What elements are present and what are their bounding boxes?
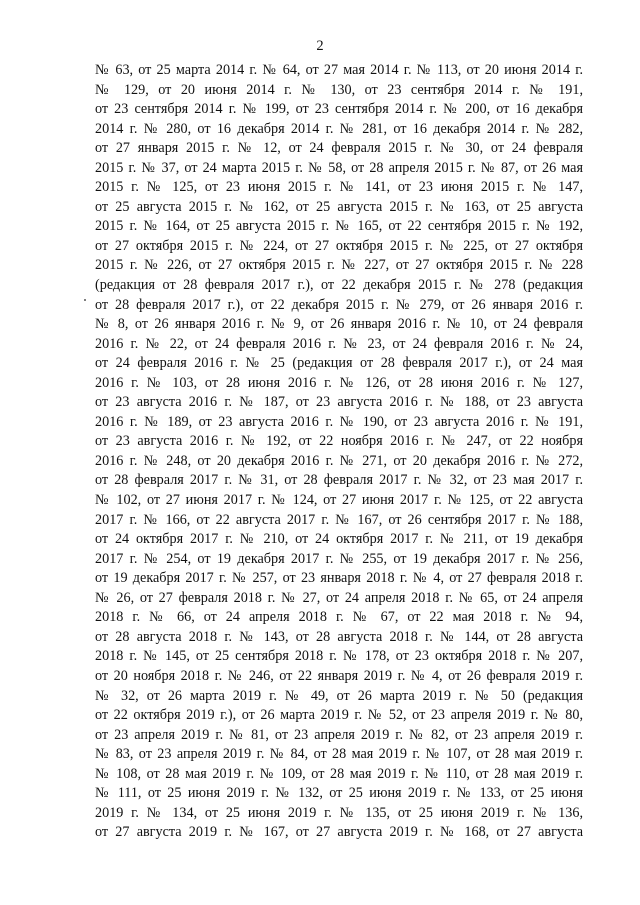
text-line: от 24 октября 2017 г. № 210, от 24 октября 2017 г. № 211, от 19 декабря	[95, 531, 583, 548]
text-line: от 27 января 2015 г. № 12, от 24 февраля 2015 г. № 30, от 24 февраля	[95, 140, 583, 157]
text-line: 2017 г. № 166, от 22 августа 2017 г. № 167, от 26 сентября 2017 г. № 188,	[95, 511, 583, 528]
text-line: № 129, от 20 июня 2014 г. № 130, от 23 сентября 2014 г. № 191,	[95, 81, 583, 98]
text-line: 2015 г. № 37, от 24 марта 2015 г. № 58, от 28 апреля 2015 г. № 87, от 26 мая	[95, 159, 583, 176]
text-line: № 111, от 25 июня 2019 г. № 132, от 25 июня 2019 г. № 133, от 25 июня	[95, 785, 583, 802]
text-line: от 28 февраля 2017 г. № 31, от 28 февраля 2017 г. № 32, от 23 мая 2017 г.	[95, 472, 583, 489]
text-line: № 83, от 23 апреля 2019 г. № 84, от 28 мая 2019 г. № 107, от 28 мая 2019 г.	[95, 746, 583, 763]
text-line: 2016 г. № 189, от 23 августа 2016 г. № 190, от 23 августа 2016 г. № 191,	[95, 413, 583, 430]
text-line: 2016 г. № 103, от 28 июня 2016 г. № 126, от 28 июня 2016 г. № 127,	[95, 374, 583, 391]
text-line: от 23 апреля 2019 г. № 81, от 23 апреля 2019 г. № 82, от 23 апреля 2019 г.	[95, 726, 583, 743]
text-line: 2018 г. № 145, от 25 сентября 2018 г. № 178, от 23 октября 2018 г. № 207,	[95, 648, 583, 665]
text-line: № 32, от 26 марта 2019 г. № 49, от 26 марта 2019 г. № 50 (редакция	[95, 687, 583, 704]
text-line: от 27 августа 2019 г. № 167, от 27 августа 2019 г. № 168, от 27 августа	[95, 824, 583, 841]
text-line: от 23 августа 2016 г. № 192, от 22 ноября 2016 г. № 247, от 22 ноября	[95, 433, 583, 450]
text-line: (редакция от 28 февраля 2017 г.), от 22 декабря 2015 г. № 278 (редакция	[95, 277, 583, 294]
text-line: от 23 сентября 2014 г. № 199, от 23 сентября 2014 г. № 200, от 16 декабря	[95, 101, 583, 118]
text-line: 2019 г. № 134, от 25 июня 2019 г. № 135, от 25 июня 2019 г. № 136,	[95, 804, 583, 821]
text-line: 2018 г. № 66, от 24 апреля 2018 г. № 67, от 22 мая 2018 г. № 94,	[95, 609, 583, 626]
text-line: от 22 октября 2019 г.), от 26 марта 2019 г. № 52, от 23 апреля 2019 г. № 80,	[95, 707, 583, 724]
text-line: № 26, от 27 февраля 2018 г. № 27, от 24 апреля 2018 г. № 65, от 24 апреля	[95, 589, 583, 606]
text-line: 2015 г. № 125, от 23 июня 2015 г. № 141, от 23 июня 2015 г. № 147,	[95, 179, 583, 196]
text-line: № 108, от 28 мая 2019 г. № 109, от 28 мая 2019 г. № 110, от 28 мая 2019 г.	[95, 765, 583, 782]
text-line: 2017 г. № 254, от 19 декабря 2017 г. № 255, от 19 декабря 2017 г. № 256,	[95, 550, 583, 567]
text-line: от 23 августа 2016 г. № 187, от 23 августа 2016 г. № 188, от 23 августа	[95, 394, 583, 411]
text-line: 2016 г. № 22, от 24 февраля 2016 г. № 23, от 24 февраля 2016 г. № 24,	[95, 335, 583, 352]
text-line: 2015 г. № 164, от 25 августа 2015 г. № 165, от 22 сентября 2015 г. № 192,	[95, 218, 583, 235]
text-line: № 8, от 26 января 2016 г. № 9, от 26 января 2016 г. № 10, от 24 февраля	[95, 316, 583, 333]
text-line: от 25 августа 2015 г. № 162, от 25 августа 2015 г. № 163, от 25 августа	[95, 198, 583, 215]
text-line: от 24 февраля 2016 г. № 25 (редакция от 28 февраля 2017 г.), от 24 мая	[95, 355, 583, 372]
text-line: 2014 г. № 280, от 16 декабря 2014 г. № 281, от 16 декабря 2014 г. № 282,	[95, 120, 583, 137]
text-line: № 102, от 27 июня 2017 г. № 124, от 27 июня 2017 г. № 125, от 22 августа	[95, 492, 583, 509]
text-line: № 63, от 25 марта 2014 г. № 64, от 27 мая 2014 г. № 113, от 20 июня 2014 г.	[95, 62, 583, 78]
text-line: от 20 ноября 2018 г. № 246, от 22 января 2019 г. № 4, от 26 февраля 2019 г.	[95, 667, 583, 684]
text-line: от 28 февраля 2017 г.), от 22 декабря 2015 г. № 279, от 26 января 2016 г.	[95, 296, 583, 313]
page-number: 2	[316, 38, 324, 54]
text-line: 2015 г. № 226, от 27 октября 2015 г. № 227, от 27 октября 2015 г. № 228	[95, 257, 583, 274]
text-line: 2016 г. № 248, от 20 декабря 2016 г. № 271, от 20 декабря 2016 г. № 272,	[95, 452, 583, 469]
text-line: от 28 августа 2018 г. № 143, от 28 августа 2018 г. № 144, от 28 августа	[95, 628, 583, 645]
body-text	[95, 61, 583, 843]
margin-mark	[84, 299, 86, 301]
text-line: от 27 октября 2015 г. № 224, от 27 октября 2015 г. № 225, от 27 октября	[95, 237, 583, 254]
text-line: от 19 декабря 2017 г. № 257, от 23 января 2018 г. № 4, от 27 февраля 2018 г.	[95, 570, 583, 587]
